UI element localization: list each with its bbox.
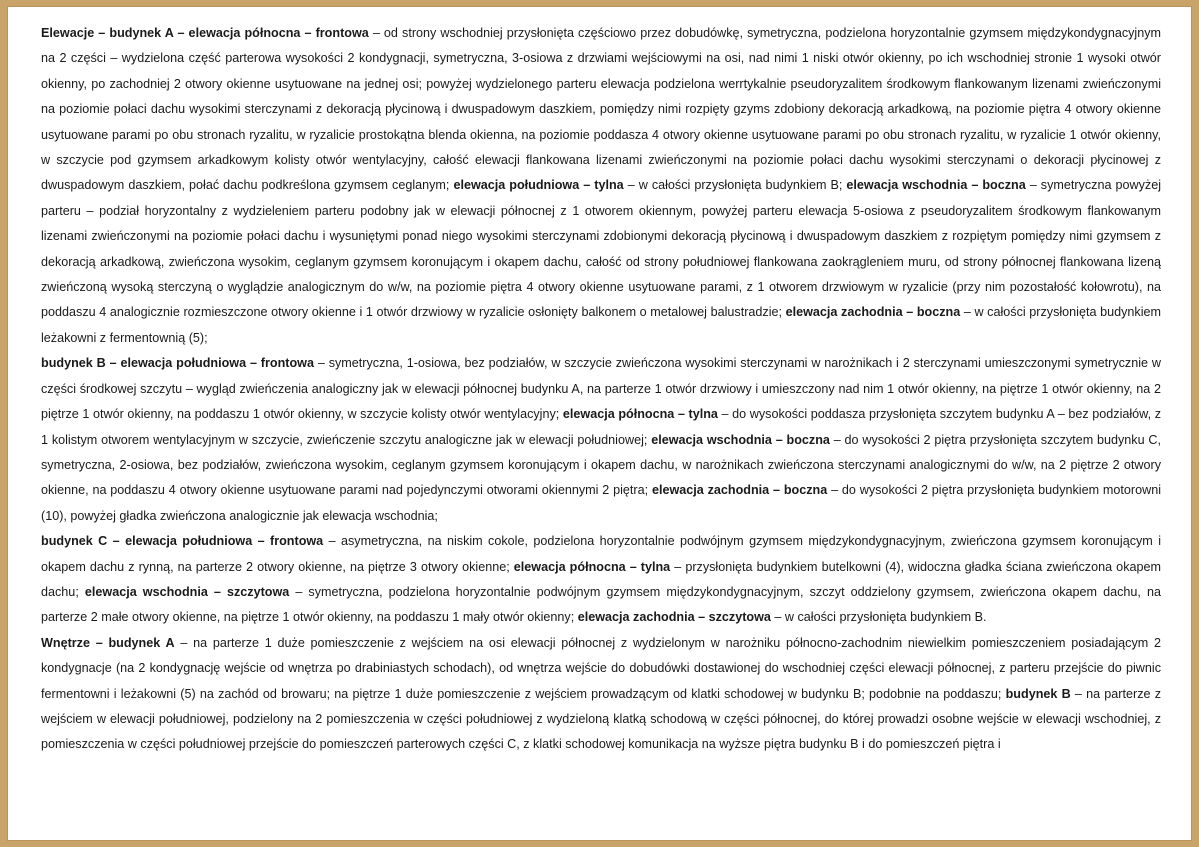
paragraph-budynek-b-elewacje xyxy=(41,351,1161,529)
section-heading: budynek C – elewacja południowa – frontowa xyxy=(41,534,324,549)
paragraph-budynek-c-elewacje xyxy=(41,529,1161,631)
body-text: – symetryczna, podzielona horyzontalnie podwójnym gzymsem międzykondygnacyjnym, szczyt oddzielony gzymsem, zwieńczona okapem dachu, na parterze 2 małe otwory okienne, na piętrze 1 otwór okienny, na poddaszu 1 mały otwór okienny; xyxy=(41,584,1162,625)
section-heading: elewacja wschodnia – szczytowa xyxy=(84,584,290,599)
body-text: – na parterze z wejściem w elewacji południowej, podzielony na 2 pomieszczenia w części południowej z wydzieloną klatką schodową w części północnej, do której prowadzi osobne wejście w elewacji wschodniej, z pomieszczenia w części południowej przejście do pomieszczeń parterowych części C, z klatki schodowej komunikacja na wyższe piętra budynku B i do pomieszczeń piętra i xyxy=(41,686,1161,752)
body-text: – do wysokości poddasza przysłonięta szczytem budynku A – bez podziałów, z 1 kolistym otworem wentylacyjnym w szczycie, zwieńczenie szczytu analogiczne jak w elewacji południowej; xyxy=(41,407,1161,447)
body-text: – symetryczna, 1-osiowa, bez podziałów, w szczycie zwieńczona wysokimi sterczynami w narożnikach i 2 sterczynami umieszczonymi symetrycznie w części środkowej szczytu – wygląd zwieńczenia analogiczny jak w elewacji północnej budynku A, na parterze 1 otwór drzwiowy i umieszczony nad nim 1 otwór okienny, na piętrze 1 otwór okienny, na 2 piętrze 1 otwór okienny, na poddaszu 1 otwór okienny, w szczycie kolisty otwór wentylacyjny; xyxy=(41,356,1161,422)
body-text: – od strony wschodniej przysłonięta częściowo przez dobudówkę, symetryczna, podzielona horyzontalnie gzymsem międzykondygnacyjnym na 2 części – wydzielona część parterowa wysokości 2 kondygnacji, symetryczna, 3-osiowa z drzwiami wejściowymi na osi, nad nimi 1 niski otwór okienny, po ich wschodniej stronie 1 wysoki otwór okienny, po zachodniej 2 otwory okienne usytuowane na jednej osi; powyżej wydzielonego parteru elewacja podzielona werrtykalnie pseudoryzalitem środkowym flankowanym lizenami zwieńczonymi na poziomie połaci dachu wysokimi sterczynami z dekoracją płycinową i dwuspadowym daszkiem, pomiędzy nimi rozpięty gzyms zdobiony dekoracją arkadkową, na poziomie piętra 4 otwory okienne usytuowane parami po obu stronach ryzalitu, w ryzalicie prostokątna blenda okienna, na poziomie poddasza 4 otwory okienne usytuowane parami po obu stronach ryzalitu, w ryzalicie 1 otwór okienny, w szczycie pod gzymsem arkadkowym kolisty otwór wentylacyjny, całość elewacji flankowana lizenami zwieńczonymi na poziomie połaci dachu wysokimi sterczynami o dekoracji płycinowej z dwuspadowym daszkiem, połać dachu podkreślona gzymsem ceglanym; xyxy=(41,26,1162,193)
section-heading: budynek B – elewacja południowa – frontowa xyxy=(41,356,314,371)
paragraph-wnetrze xyxy=(41,631,1161,758)
section-heading: budynek B xyxy=(1005,686,1071,701)
body-text: – przysłonięta budynkiem butelkowni (4), widoczna gładka ściana zwieńczona okapem dachu; xyxy=(41,559,1161,599)
body-text: – w całości przysłonięta budynkiem B; xyxy=(623,178,847,193)
section-heading: elewacja zachodnia – boczna xyxy=(785,305,961,320)
document-body xyxy=(41,21,1161,758)
section-heading: elewacja zachodnia – boczna xyxy=(651,483,828,498)
body-text: – do wysokości 2 piętra przysłonięta szczytem budynku C, symetryczna, 2-osiowa, bez podziałów, zwieńczona wysokim, ceglanym gzymsem koronującym i okapem dachu, w narożnikach zwieńczona sterczynami analogicznymi do w/w, na 2 piętrze 2 otwory okienne, na poddaszu 4 otwory okienne usytuowane parami nad pojedynczymi otworami okiennymi 2 piętra; xyxy=(41,432,1162,498)
section-heading: elewacja wschodnia – boczna xyxy=(846,178,1026,193)
body-text: – na parterze 1 duże pomieszczenie z wejściem na osi elewacji północnej z wydzielonym w narożniku północno-zachodnim niewielkim pomieszczeniem posiadającym 2 kondygnacje (na 2 kondygnację wejście od wnętrza po drabiniastych schodach), od wnętrza wejście do dobudówki dostawionej do wschodniej części elewacji północnej, z parteru przejście do piwnic fermentowni i leżakowni (5) na zachód od browaru; na piętrze 1 duże pomieszczenie z wejściem prowadzącym od klatki schodowej w budynku B; podobnie na poddaszu; xyxy=(41,635,1161,701)
section-heading: elewacja północna – tylna xyxy=(562,407,718,422)
section-heading: elewacja południowa – tylna xyxy=(453,178,624,193)
body-text: – w całości przysłonięta budynkiem B. xyxy=(770,610,987,625)
section-heading: elewacja wschodnia – boczna xyxy=(651,432,830,447)
section-heading: elewacja zachodnia – szczytowa xyxy=(577,610,771,625)
section-heading: elewacja północna – tylna xyxy=(513,559,671,574)
body-text: – symetryczna powyżej parteru – podział horyzontalny z wydzieleniem parteru podobny jak w elewacji północnej z 1 otworem okiennym, powyżej parteru elewacja 5-osiowa z pseudoryzalitem środkowym flankowanym lizenami zwieńczonymi na poziomie połaci dachu i wysuniętymi ponad niego wysokimi sterczynami zdobionymi dekoracją płycinową i dwuspadowym daszkiem z rozpiętym pomiędzy nimi gzymsem z dekoracją arkadkową, zwieńczona wysokim, ceglanym gzymsem koronującym i okapem dachu, całość od strony południowej flankowana zaokrągleniem muru, od strony północnej flankowana lizeną zwieńczoną wysoką sterczyną o wyglądzie analogicznym do w/w, na poziomie piętra 4 otwory okienne usytuowane parami, z 1 otworem drzwiowym w ryzalicie (przy nim pozostałość kołowrotu), na poddaszu 4 analogicznie rozmieszczone otwory okienne i 1 otwór drzwiowy w ryzalicie osłonięty balkonem o metalowej balustradzie; xyxy=(41,178,1161,320)
body-text: – w całości przysłonięta budynkiem leżakowni z fermentownią (5); xyxy=(41,305,1161,345)
document-page xyxy=(7,6,1192,841)
body-text: – do wysokości 2 piętra przysłonięta budynkiem motorowni (10), powyżej gładka zwieńczona analogicznie jak elewacja wschodnia; xyxy=(41,483,1162,523)
body-text: – asymetryczna, na niskim cokole, podzielona horyzontalnie podwójnym gzymsem międzykondygnacyjnym, zwieńczona gzymsem koronującym i okapem dachu z rynną, na parterze 2 otwory okienne, na piętrze 3 otwory okienne; xyxy=(41,534,1161,574)
section-heading: Elewacje – budynek A – elewacja północna – frontowa xyxy=(41,26,369,40)
paragraph-budynek-a-elewacje xyxy=(41,21,1161,351)
section-heading: Wnętrze – budynek A xyxy=(41,635,175,650)
